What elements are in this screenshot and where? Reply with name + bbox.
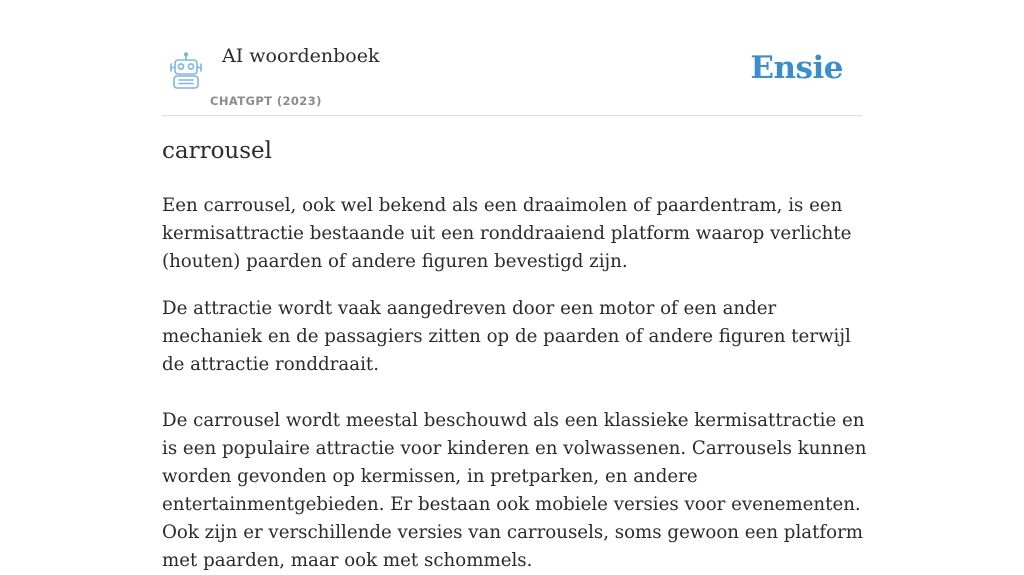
definition-paragraph: De attractie wordt vaak aangedreven door een motor of een ander mechaniek en de passagiers zitten op de paarden of andere figuren terwijl de attractie ronddraait. — [162, 298, 851, 375]
brand-logo[interactable]: Ensie — [750, 50, 843, 86]
definition-paragraph: De carrousel wordt meestal beschouwd als een klassieke kermisattractie en is een populaire attractie voor kinderen en volwassenen. Carrousels kunnen worden gevonden op kermissen, in pretparken, en andere entertainmentgebieden. Er bestaan ook mobiele versies voor evenementen. Ook zijn er verschillende versies van carrousels, soms gewoon een platform met paarden, maar ook met schommels. — [162, 410, 867, 571]
robot-icon — [166, 52, 206, 90]
header — [162, 0, 862, 116]
site-title[interactable]: AI woordenboek — [222, 45, 380, 67]
entry-definition — [162, 192, 874, 575]
entry-term: carrousel — [162, 138, 273, 164]
definition-paragraph: Een carrousel, ook wel bekend als een draaimolen of paardentram, is een kermisattractie bestaande uit een ronddraaiend platform waarop verlichte (houten) paarden of andere figuren bevestigd zijn. — [162, 195, 852, 272]
source-label: CHATGPT (2023) — [210, 94, 322, 108]
page — [162, 0, 867, 571]
